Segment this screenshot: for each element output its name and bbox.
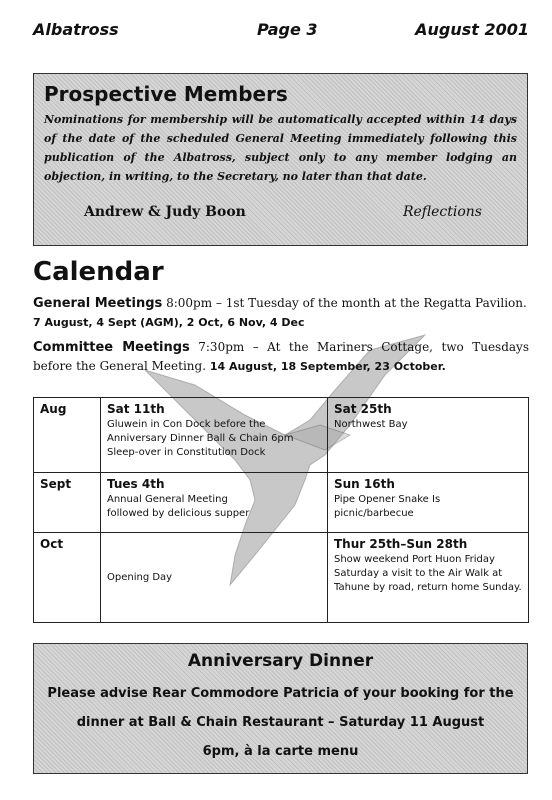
event-date: Tues 4th (107, 477, 165, 491)
table-row (34, 533, 529, 623)
table-row (34, 398, 529, 473)
committee-meetings-dates: 14 August, 18 September, 23 October. (209, 360, 446, 373)
event-detail: Northwest Bay (334, 419, 408, 430)
general-meetings-dates: 7 August, 4 Sept (AGM), 2 Oct, 6 Nov, 4 Dec (33, 316, 305, 329)
prospective-members-box (33, 73, 528, 246)
event-detail: followed by delicious supper (107, 508, 250, 519)
event-date: Sun 16th (334, 477, 395, 491)
dinner-line: 6pm, à la carte menu (202, 744, 359, 759)
page-number: Page 3 (257, 20, 318, 39)
event-detail: Gluwein in Con Dock before the (107, 419, 266, 430)
event-detail: Annual General Meeting (107, 494, 228, 505)
event-date: Sat 11th (107, 402, 165, 416)
nominee-name: Andrew & Judy Boon (84, 204, 246, 220)
event-detail: Show weekend Port Huon Friday (334, 554, 495, 565)
month-cell: Aug (34, 398, 101, 473)
event-detail: Anniversary Dinner Ball & Chain 6pm (107, 433, 294, 444)
event-detail: Pipe Opener Snake Is picnic/barbecue (334, 494, 441, 519)
committee-meetings-heading: Committee Meetings (33, 340, 190, 355)
event-cell (328, 533, 529, 623)
dinner-line: Please advise Rear Commodore Patricia of your booking for the (47, 686, 514, 701)
general-meetings-text: 8:00pm – 1st Tuesday of the month at the Regatta Pavilion. (162, 296, 527, 310)
prospective-members-title: Prospective Members (44, 82, 288, 106)
committee-meetings (33, 338, 529, 376)
event-cell (328, 473, 529, 533)
general-meetings (33, 294, 529, 332)
event-cell (101, 473, 328, 533)
event-detail: Saturday a visit to the Air Walk at (334, 568, 503, 579)
dinner-title: Anniversary Dinner (187, 651, 374, 671)
nominee-boat: Reflections (402, 204, 482, 220)
event-cell (328, 398, 529, 473)
committee-meetings-text: 7:30pm – At the Mariners Cottage, two Tuesdays before the General Meeting. (33, 340, 529, 373)
general-meetings-heading: General Meetings (33, 296, 163, 311)
calendar-title: Calendar (33, 257, 164, 287)
event-date: Sat 25th (334, 402, 392, 416)
event-cell (101, 533, 328, 623)
prospective-members-notice: Nominations for membership will be automatically accepted within 14 days of the date of the scheduled General Meeting immediately following this publication of the Albatross, subject only to any member lodging an objection, in writing, to the Secretary, no later than that date. (44, 113, 517, 183)
events-table (33, 397, 529, 623)
month-cell: Sept (34, 473, 101, 533)
anniversary-dinner-box (33, 643, 528, 774)
event-cell (101, 398, 328, 473)
event-date: Thur 25th–Sun 28th (334, 537, 468, 551)
event-detail: Opening Day (107, 571, 173, 583)
dinner-line: dinner at Ball & Chain Restaurant – Saturday 11 August (76, 715, 485, 730)
table-row (34, 473, 529, 533)
month-cell: Oct (34, 533, 101, 623)
issue-date: August 2001 (415, 20, 529, 39)
event-detail: Sleep-over in Constitution Dock (107, 447, 266, 458)
publication-name: Albatross (33, 20, 119, 39)
page-header (33, 20, 529, 44)
event-detail: Tahune by road, return home Sunday. (334, 582, 522, 593)
